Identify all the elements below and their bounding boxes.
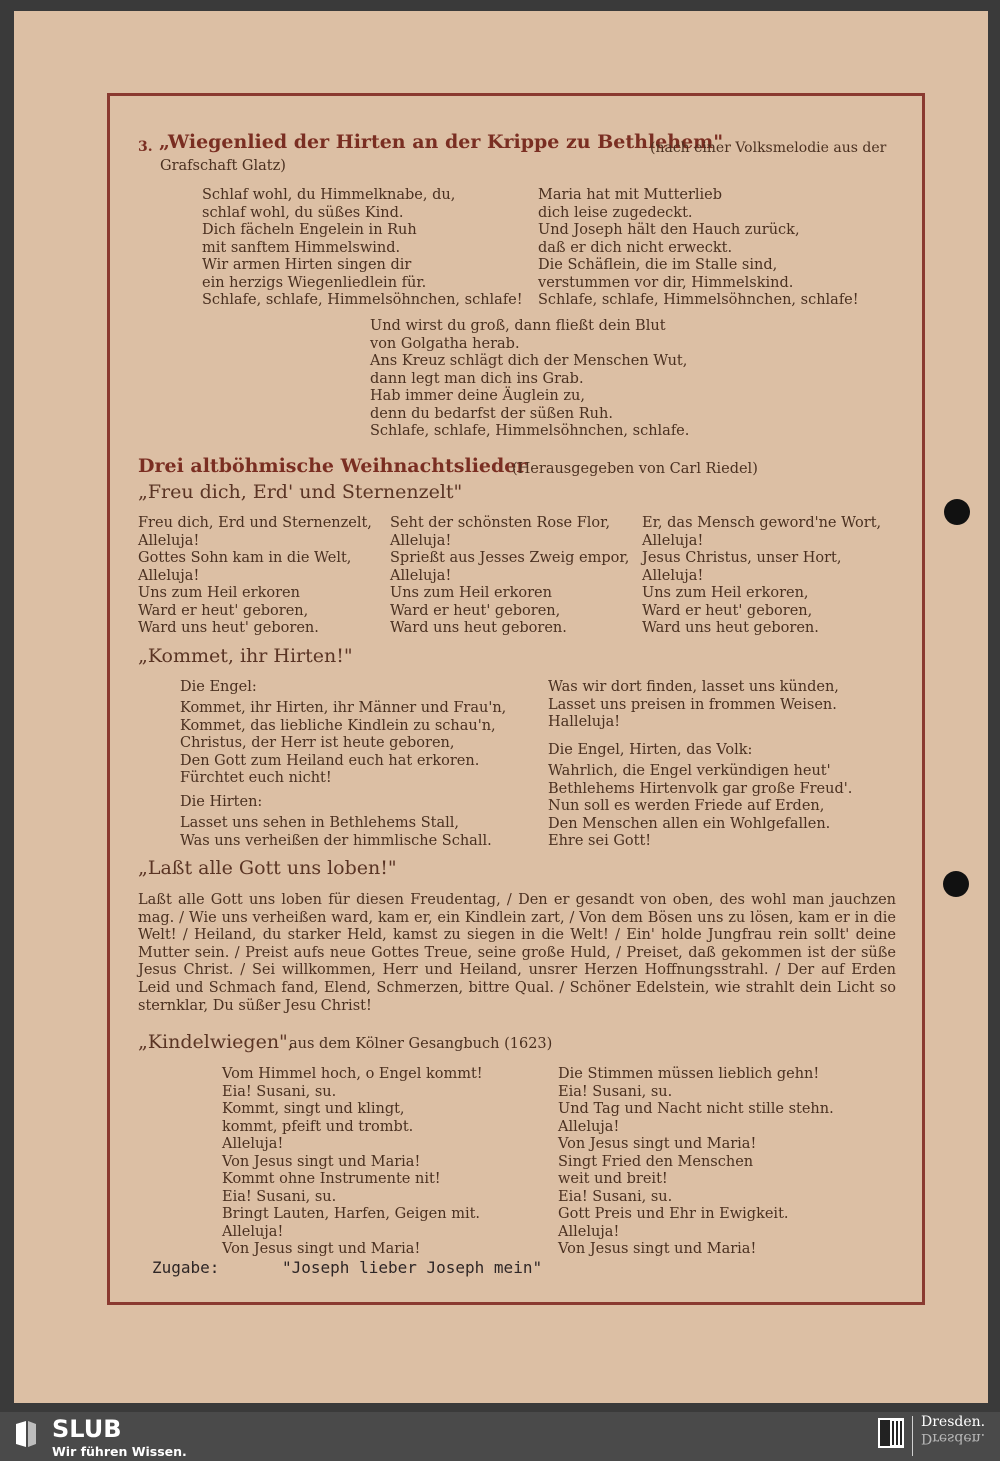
- verse-line: Alleluja!: [642, 567, 704, 584]
- verse-line: Gottes Sohn kam in die Welt,: [138, 550, 352, 566]
- verse-line: Uns zum Heil erkoren: [138, 585, 300, 601]
- verse-line: Hab immer deine Äuglein zu,: [370, 388, 585, 404]
- song-kindel-title: „Kindelwiegen",: [138, 1031, 294, 1053]
- verse-line: von Golgatha herab.: [370, 335, 520, 352]
- song-kommet-lines1: [180, 700, 506, 788]
- verse-line: Kommet, ihr Hirten, ihr Männer und Frau'n,: [180, 700, 507, 716]
- verse-line: Von Jesus singt und Maria!: [222, 1153, 421, 1170]
- verse-line: Ward er heut' geboren,: [390, 602, 561, 619]
- zugabe-text: "Joseph lieber Joseph mein": [282, 1258, 543, 1277]
- verse-line: Gott Preis und Ehr in Ewigkeit.: [558, 1206, 789, 1222]
- verse-line: Alleluja!: [222, 1223, 284, 1240]
- verse-line: Kommt ohne Instrumente nit!: [222, 1171, 441, 1187]
- verse-line: Den Gott zum Heiland euch hat erkoren.: [180, 752, 480, 769]
- speaker-hirten: Die Hirten:: [180, 794, 263, 810]
- song-kindel-right: [558, 1066, 834, 1259]
- verse-line: verstummen vor dir, Himmelskind.: [538, 274, 794, 291]
- verse-line: Vom Himmel hoch, o Engel kommt!: [222, 1066, 483, 1082]
- song-freu-col1: [138, 515, 372, 638]
- verse-line: Alleluja!: [138, 567, 200, 584]
- song-lasst-text: Laßt alle Gott uns loben für diesen Freudentag, / Den er gesandt von oben, des wohl man jauchzen mag. / Wie uns verheißen ward, kam er, ein Kindlein zart, / Von dem Bösen uns zu lösen, kam er in die Welt! / Heiland, du starker Held, kamst zu siegen in die Welt! / Ein' holde Jungfrau rein sollt' deine Mutter sein. / Preist aufs neue Gottes Treue, seine große Huld, / Preiset, daß gekommen ist der süße Jesus Christ. / Sei willkommen, Herr und Heiland, unsrer Herzen Hoffnungsstrahl. / Der auf Erden Leid und Schmach fand, Elend, Schmerzen, bittre Qual. / Schöner Edelstein, wie strahlt dein Licht so sternklar, Du süßer Jesu Christ!: [138, 892, 896, 1014]
- footer-city-reflection: Dresden.: [921, 1430, 986, 1446]
- verse-line: Eia! Susani, su.: [558, 1188, 673, 1205]
- verse-line: Was uns verheißen der himmlische Schall.: [180, 832, 492, 849]
- verse-line: Lasset uns sehen in Bethlehems Stall,: [180, 815, 460, 831]
- verse-line: Den Menschen allen ein Wohlgefallen.: [548, 815, 831, 832]
- verse-line: Ward er heut' geboren,: [138, 602, 309, 619]
- verse-line: Die Stimmen müssen lieblich gehn!: [558, 1066, 820, 1082]
- verse-line: Dich fächeln Engelein in Ruh: [202, 222, 417, 238]
- verse-line: Ehre sei Gott!: [548, 833, 652, 849]
- verse-line: Seht der schönsten Rose Flor,: [390, 515, 611, 531]
- footer-divider: [912, 1416, 913, 1456]
- verse-line: Ward uns heut geboren.: [642, 620, 819, 636]
- song-freu-col2: [390, 515, 629, 638]
- verse-line: Alleluja!: [222, 1136, 284, 1152]
- footer-city: Dresden.: [921, 1414, 986, 1430]
- zugabe-label: Zugabe:: [152, 1258, 220, 1277]
- verse-line: Er, das Mensch geword'ne Wort,: [642, 515, 882, 531]
- punch-hole: [944, 499, 970, 525]
- verse-line: Und Joseph hält den Hauch zurück,: [538, 222, 800, 238]
- verse-line: Schlafe, schlafe, Himmelsöhnchen, schlafe!: [202, 292, 523, 308]
- verse-line: Bringt Lauten, Harfen, Geigen mit.: [222, 1206, 481, 1222]
- song-kommet-lines2: [180, 815, 492, 850]
- verse-line: Und Tag und Nacht nicht stille stehn.: [558, 1101, 834, 1117]
- verse-line: Alleluja!: [390, 532, 452, 549]
- verse-line: Kommet, das liebliche Kindlein zu schau'n,: [180, 717, 496, 734]
- verse-line: Christus, der Herr ist heute geboren,: [180, 735, 455, 751]
- verse-line: Von Jesus singt und Maria!: [558, 1241, 757, 1257]
- verse-line: Nun soll es werden Friede auf Erden,: [548, 798, 825, 814]
- verse-line: Ans Kreuz schlägt dich der Menschen Wut,: [370, 353, 688, 369]
- verse-line: Von Jesus singt und Maria!: [222, 1241, 421, 1257]
- song3-title: „Wiegenlied der Hirten an der Krippe zu Bethlehem": [159, 131, 724, 153]
- song-kindel-source: aus dem Kölner Gesangbuch (1623): [289, 1036, 553, 1052]
- song-freu-title: „Freu dich, Erd' und Sternenzelt": [138, 481, 463, 503]
- speaker-engel: Die Engel:: [180, 679, 257, 695]
- section-editor: (Herausgegeben von Carl Riedel): [512, 461, 758, 477]
- song3-subtitle: (nach einer Volksmelodie aus der: [650, 140, 887, 156]
- song-kommet-lines4: [548, 763, 852, 851]
- footer-tagline: Wir führen Wissen.: [52, 1444, 187, 1459]
- verse-line: weit und breit!: [558, 1171, 668, 1187]
- verse-line: Ward uns heut' geboren.: [138, 620, 319, 636]
- verse-line: Uns zum Heil erkoren,: [642, 585, 809, 601]
- song-number: 3.: [138, 139, 153, 155]
- punch-hole: [943, 871, 969, 897]
- song-lasst-title: „Laßt alle Gott uns loben!": [138, 857, 397, 879]
- verse-line: Die Schäflein, die im Stalle sind,: [538, 257, 778, 273]
- song3-verse-center: [370, 318, 689, 441]
- verse-line: Eia! Susani, su.: [222, 1188, 337, 1205]
- verse-line: Alleluja!: [138, 532, 200, 549]
- verse-line: Ward er heut' geboren,: [642, 602, 813, 619]
- song3-verse-right: [538, 187, 859, 310]
- verse-line: Eia! Susani, su.: [558, 1083, 673, 1100]
- dresden-coat-of-arms-icon: [877, 1417, 905, 1449]
- verse-line: Von Jesus singt und Maria!: [558, 1136, 757, 1152]
- footer-bar: [0, 1412, 1000, 1461]
- verse-line: Ward uns heut geboren.: [390, 620, 567, 636]
- verse-line: ein herzigs Wiegenliedlein für.: [202, 274, 427, 291]
- verse-line: Singt Fried den Menschen: [558, 1153, 754, 1170]
- verse-line: Sprießt aus Jesses Zweig empor,: [390, 550, 630, 566]
- verse-line: Schlafe, schlafe, Himmelsöhnchen, schlafe!: [538, 292, 859, 308]
- verse-line: schlaf wohl, du süßes Kind.: [202, 204, 404, 221]
- verse-line: Und wirst du groß, dann fließt dein Blut: [370, 318, 666, 334]
- song-kommet-lines3: [548, 679, 839, 732]
- footer-brand: SLUB: [52, 1415, 122, 1443]
- verse-line: Wahrlich, die Engel verkündigen heut': [548, 763, 831, 779]
- verse-line: Uns zum Heil erkoren: [390, 585, 552, 601]
- verse-line: mit sanftem Himmelswind.: [202, 239, 401, 256]
- verse-line: Alleluja!: [558, 1223, 620, 1240]
- verse-line: Freu dich, Erd und Sternenzelt,: [138, 515, 372, 531]
- verse-line: Maria hat mit Mutterlieb: [538, 187, 723, 203]
- song3-subtitle-cont: Grafschaft Glatz): [160, 158, 286, 174]
- verse-line: Bethlehems Hirtenvolk gar große Freud'.: [548, 780, 853, 797]
- verse-line: dann legt man dich ins Grab.: [370, 370, 584, 387]
- verse-line: Was wir dort finden, lasset uns künden,: [548, 679, 839, 695]
- verse-line: Alleluja!: [558, 1118, 620, 1135]
- verse-line: daß er dich nicht erweckt.: [538, 239, 733, 256]
- verse-line: Schlaf wohl, du Himmelknabe, du,: [202, 187, 456, 203]
- song3-verse-left: [202, 187, 523, 310]
- section-title: Drei altböhmische Weihnachtslieder: [138, 455, 527, 477]
- song-kommet-title: „Kommet, ihr Hirten!": [138, 645, 353, 667]
- verse-line: Fürchtet euch nicht!: [180, 770, 332, 786]
- verse-line: Alleluja!: [390, 567, 452, 584]
- verse-line: Lasset uns preisen in frommen Weisen.: [548, 696, 837, 713]
- speaker-all: Die Engel, Hirten, das Volk:: [548, 742, 753, 758]
- song-freu-col3: [642, 515, 881, 638]
- verse-line: kommt, pfeift und trombt.: [222, 1118, 414, 1135]
- verse-line: Kommt, singt und klingt,: [222, 1101, 405, 1117]
- verse-line: denn du bedarfst der süßen Ruh.: [370, 405, 613, 422]
- slub-logo-icon: [14, 1420, 38, 1448]
- verse-line: Jesus Christus, unser Hort,: [642, 550, 842, 566]
- verse-line: Schlafe, schlafe, Himmelsöhnchen, schlafe.: [370, 423, 690, 439]
- verse-line: Wir armen Hirten singen dir: [202, 257, 412, 273]
- verse-line: Halleluja!: [548, 714, 621, 730]
- verse-line: Eia! Susani, su.: [222, 1083, 337, 1100]
- verse-line: dich leise zugedeckt.: [538, 204, 693, 221]
- song-kindel-left: [222, 1066, 483, 1259]
- verse-line: Alleluja!: [642, 532, 704, 549]
